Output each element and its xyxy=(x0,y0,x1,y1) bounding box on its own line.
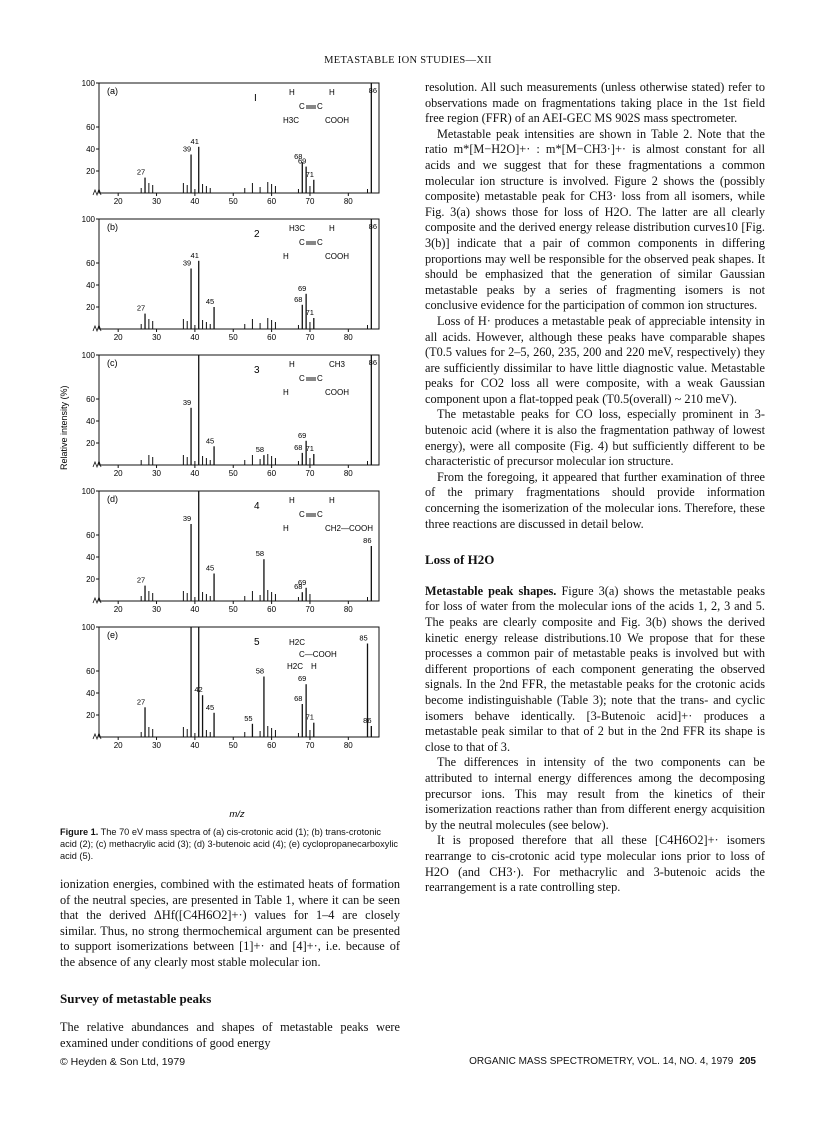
paragraph: Metastable peak intensities are shown in Table 2. Note that the ratio m*[M−H2O]+· : m*[M−CH3·]+· is almost constant for all acids and we suggest that for these fragmentations a common molecular ion structure is involved. Figure 2 shows the (possibly composite) metastable peak for CH3· loss from all isomers, while Fig. 3(a) shows those for loss of H2O. The latter are all clearly composite and the derived energy release distribution curves10 [Fig. 3(b)] indicate that a pair of common components in differing proportions may well be responsible for the observed peak shapes. It should be emphasized that the generation of similar Gaussian metastable peaks by a series of fragmenting isomers is not conclusive evidence for the participation of common ion structures. xyxy=(425,126,765,313)
compound-number: 2 xyxy=(254,229,260,240)
paragraph: From the foregoing, it appeared that further examination of three of the primary fragmentations should provide information concerning the isomerization of the molecular ions. Therefore, these three reactions are discussed in detail below. xyxy=(425,469,765,531)
figure-mass-spectra xyxy=(55,75,395,825)
peak-label: 85 xyxy=(359,633,368,643)
structure-atom: COOH xyxy=(325,116,349,125)
y-tick-label: 60 xyxy=(86,395,95,404)
x-tick-label: 20 xyxy=(113,469,123,478)
spectrum-panel xyxy=(82,487,379,614)
panel-frame xyxy=(99,627,379,737)
peak-label: 45 xyxy=(205,563,215,573)
run-in-heading: Metastable peak shapes. xyxy=(425,583,557,598)
peak-label: 39 xyxy=(182,397,192,407)
compound-number: 5 xyxy=(254,637,260,648)
running-header: METASTABLE ION STUDIES—XII xyxy=(324,55,492,66)
structure-atom: CH2—COOH xyxy=(325,524,374,533)
peak-label: 58 xyxy=(255,666,265,676)
x-tick-label: 20 xyxy=(113,741,123,750)
compound-number: 3 xyxy=(254,365,260,376)
y-tick-label: 40 xyxy=(86,553,95,562)
structure-atom: C xyxy=(299,238,305,247)
paragraph xyxy=(425,584,765,756)
top-peak-label: 86 xyxy=(368,86,377,95)
x-tick-label: 50 xyxy=(228,605,238,614)
y-tick-label: 40 xyxy=(86,145,95,154)
panel-tag: (a) xyxy=(107,86,118,96)
x-tick-label: 50 xyxy=(228,333,238,342)
x-tick-label: 60 xyxy=(267,605,277,614)
peak-label: 71 xyxy=(305,169,314,179)
y-tick-label: 40 xyxy=(86,417,95,426)
baseline-squiggle xyxy=(93,461,101,467)
y-tick-label: 60 xyxy=(86,123,95,132)
y-tick-label: 20 xyxy=(86,575,95,584)
y-tick-label: 100 xyxy=(81,623,95,632)
structure-atom: H xyxy=(283,388,289,397)
section-heading: Loss of H2O xyxy=(425,552,495,568)
peak-label: 86 xyxy=(363,716,372,725)
x-tick-label: 50 xyxy=(228,197,238,206)
top-peak-label: 86 xyxy=(368,358,377,367)
baseline-squiggle xyxy=(93,597,101,603)
x-tick-label: 60 xyxy=(267,333,277,342)
x-tick-label: 70 xyxy=(305,333,315,342)
peak-label: 68 xyxy=(294,442,303,452)
journal-citation: ORGANIC MASS SPECTROMETRY, VOL. 14, NO. 4, 1979 xyxy=(469,1056,734,1067)
peak-label: 69 xyxy=(297,674,307,684)
structure-atom: H2C xyxy=(287,662,304,671)
structure-atom: COOH xyxy=(325,252,349,261)
x-tick-label: 30 xyxy=(152,605,161,614)
x-tick-label: 40 xyxy=(190,605,200,614)
x-tick-label: 70 xyxy=(305,469,315,478)
peak-label: 39 xyxy=(182,514,192,523)
structure-atom: H xyxy=(311,662,317,671)
y-tick-label: 20 xyxy=(86,167,95,176)
paragraph-text: Figure 3(a) shows the metastable peaks for loss of water from the molecular ions of the acids 1, 2, 3 and 5. The peaks are clearly composite and Fig. 3(b) shows the derived kinetic energy release distributions.10 We propose that for these processes a common pair of metastable peaks is involved but with different proportions of each component generating the observed signals. In the 2nd FFR, the metastable peaks for the crotonic acids become indistinguishable (Table 3); note that the trans- and cyclic isomers behave identically. [3-Butenoic acid]+· produces a metastable peak similar to that of 2 but in the 2nd FFR its shape is close to that of 3. xyxy=(425,583,765,754)
spectrum-panel xyxy=(82,79,379,206)
y-tick-label: 60 xyxy=(86,259,95,268)
x-tick-label: 30 xyxy=(152,469,161,478)
structure-atom: COOH xyxy=(325,388,349,397)
baseline-squiggle xyxy=(93,733,101,739)
x-tick-label: 70 xyxy=(305,605,315,614)
x-tick-label: 50 xyxy=(228,741,238,750)
paragraph: It is proposed therefore that all these [C4H6O2]+· isomers rearrange to cis-crotonic acid type molecular ions prior to loss of H2O (and CH3·). For methacrylic and 3-butenoic acids the rearrangement is a rate controlling step. xyxy=(425,833,765,895)
x-tick-label: 80 xyxy=(343,469,353,478)
panel-tag: (c) xyxy=(107,358,118,368)
peak-label: 27 xyxy=(136,303,146,313)
peak-label: 55 xyxy=(244,713,253,723)
peak-label: 58 xyxy=(255,445,265,455)
peak-label: 71 xyxy=(305,712,314,722)
x-tick-label: 20 xyxy=(113,333,123,342)
peak-label: 68 xyxy=(294,694,303,703)
panel-tag: (d) xyxy=(107,494,118,504)
structure-atom: C xyxy=(299,510,305,519)
footer-journal xyxy=(469,1056,756,1067)
right-column-text xyxy=(425,80,765,896)
peak-label: 42 xyxy=(194,685,203,695)
peak-label: 71 xyxy=(305,444,314,453)
peak-label: 69 xyxy=(297,430,307,440)
x-tick-label: 20 xyxy=(113,605,123,614)
compound-number: I xyxy=(254,93,257,104)
peak-label: 68 xyxy=(294,294,303,304)
y-tick-label: 100 xyxy=(81,487,95,496)
peak-label: 45 xyxy=(205,436,215,446)
y-tick-label: 60 xyxy=(86,667,95,676)
peak-label: 41 xyxy=(190,250,199,260)
structure-atom: H3C xyxy=(283,116,300,125)
peak-label: 68 xyxy=(294,152,303,162)
peak-label: 27 xyxy=(136,575,146,585)
x-tick-label: 40 xyxy=(190,197,200,206)
x-tick-label: 80 xyxy=(343,333,353,342)
x-tick-label: 70 xyxy=(305,741,315,750)
peak-label: 27 xyxy=(136,167,146,177)
paragraph: Loss of H· produces a metastable peak of appreciable intensity in all acids. However, although these peaks have comparable shapes (T0.5 values for 2–5, 260, 235, 200 and 220 meV, respectively) they are sufficiently dissimilar to have little diagnostic value. Metastable peaks for CO2 loss all were composite, with a weak Gaussian component upon a flat-topped peak (T0.5(overall) ~ 210 meV). xyxy=(425,313,765,406)
panel-tag: (e) xyxy=(107,630,118,640)
peak-label: 58 xyxy=(255,549,265,559)
y-tick-label: 20 xyxy=(86,439,95,448)
y-tick-label: 100 xyxy=(81,79,95,88)
y-tick-label: 40 xyxy=(86,689,95,698)
footer-copyright: © Heyden & Son Ltd, 1979 xyxy=(60,1056,186,1068)
structure-atom: H xyxy=(289,496,295,505)
y-tick-label: 20 xyxy=(86,303,95,312)
y-tick-label: 100 xyxy=(81,351,95,360)
structure-atom: H xyxy=(329,224,335,233)
structure-atom: C xyxy=(317,374,323,383)
peak-label: 71 xyxy=(305,308,314,317)
structure-atom: H xyxy=(283,524,289,533)
peak-label: 69 xyxy=(297,577,307,587)
x-tick-label: 30 xyxy=(152,741,161,750)
y-tick-label: 60 xyxy=(86,531,95,540)
x-tick-label: 40 xyxy=(190,469,200,478)
structure-atom: C—COOH xyxy=(299,650,337,659)
y-tick-label: 40 xyxy=(86,281,95,290)
paragraph: ionization energies, combined with the estimated heats of formation of the neutral species, are presented in Table 1, where it can be seen that the derived ΔHf([C4H6O2]+·) values for 1–4 are closely similar. Thus, no strong thermochemical argument can be presented to support isomerizations between [1]+· and [4]+·, i.e. because of the absence of any clearly most stable molecular ion. xyxy=(60,877,400,969)
peak-label: 45 xyxy=(205,297,215,306)
caption-text: The 70 eV mass spectra of (a) cis-crotonic acid (1); (b) trans-crotonic acid (2); (c) methacrylic acid (3); (d) 3-butenoic acid (4); (e) cyclopropanecarboxylic acid (5). xyxy=(60,827,399,861)
compound-number: 4 xyxy=(254,501,260,512)
y-axis-label: Relative intensity (%) xyxy=(59,385,69,470)
paragraph: The differences in intensity of the two components can be attributed to internal energy differences among the decomposing precursor ions. This may result from the kinetics of their isomerization reactions rather than from different energy acquisition by the neutral molecules (see below). xyxy=(425,755,765,832)
structure-atom: C xyxy=(317,510,323,519)
structure-atom: H xyxy=(289,88,295,97)
x-axis-label: m/z xyxy=(229,809,245,820)
x-tick-label: 80 xyxy=(343,197,353,206)
x-tick-label: 80 xyxy=(343,605,353,614)
y-tick-label: 100 xyxy=(81,215,95,224)
peak-label: 39 xyxy=(182,144,192,154)
spectrum-panel xyxy=(82,623,379,750)
structure-atom: C xyxy=(317,238,323,247)
peak-label: 69 xyxy=(297,156,307,166)
peak-label: 41 xyxy=(190,136,199,146)
panel-frame xyxy=(99,355,379,465)
y-tick-label: 20 xyxy=(86,711,95,720)
x-tick-label: 50 xyxy=(228,469,238,478)
left-column-text xyxy=(60,877,400,1051)
peak-label: 68 xyxy=(294,582,303,592)
peak-label: 27 xyxy=(136,697,146,707)
structure-atom: H3C xyxy=(289,224,306,233)
x-tick-label: 20 xyxy=(113,197,123,206)
paragraph: resolution. All such measurements (unless otherwise stated) refer to observations made on fragmentations taking place in the 1st field free region (FFR) of an AEI-GEC MS 902S mass spectrometer. xyxy=(425,80,765,126)
x-tick-label: 30 xyxy=(152,333,161,342)
structure-atom: CH3 xyxy=(329,360,346,369)
figure-caption xyxy=(60,826,400,862)
x-tick-label: 80 xyxy=(343,741,353,750)
x-tick-label: 60 xyxy=(267,741,277,750)
peak-label: 45 xyxy=(205,702,215,712)
page-number: 205 xyxy=(739,1056,756,1067)
top-peak-label: 86 xyxy=(368,222,377,231)
structure-atom: H xyxy=(329,496,335,505)
peak-label: 86 xyxy=(363,536,372,545)
paragraph: The metastable peaks for CO loss, especially prominent in 3-butenoic acid (where it is also the fragmentation pathway of lowest energy), were all composite (Fig. 4) but sufficiently different to be characteristic of precursor molecular ion structure. xyxy=(425,407,765,469)
peak-label: 39 xyxy=(182,258,192,268)
spectrum-panel xyxy=(82,351,379,478)
structure-atom: H xyxy=(283,252,289,261)
paragraph: The relative abundances and shapes of metastable peaks were examined under conditions of good energy xyxy=(60,1020,400,1050)
x-tick-label: 30 xyxy=(152,197,161,206)
x-tick-label: 60 xyxy=(267,469,277,478)
peak-label: 69 xyxy=(297,283,307,293)
caption-label: Figure 1. xyxy=(60,827,99,837)
panel-tag: (b) xyxy=(107,222,118,232)
baseline-squiggle xyxy=(93,189,101,195)
structure-atom: H xyxy=(289,360,295,369)
structure-atom: C xyxy=(317,102,323,111)
baseline-squiggle xyxy=(93,325,101,331)
structure-atom: C xyxy=(299,102,305,111)
structure-atom: C xyxy=(299,374,305,383)
structure-atom: H2C xyxy=(289,638,306,647)
x-tick-label: 60 xyxy=(267,197,277,206)
structure-atom: H xyxy=(329,88,335,97)
x-tick-label: 40 xyxy=(190,333,200,342)
spectrum-panel xyxy=(82,215,379,342)
x-tick-label: 70 xyxy=(305,197,315,206)
section-heading: Survey of metastable peaks xyxy=(60,990,212,1006)
x-tick-label: 40 xyxy=(190,741,200,750)
